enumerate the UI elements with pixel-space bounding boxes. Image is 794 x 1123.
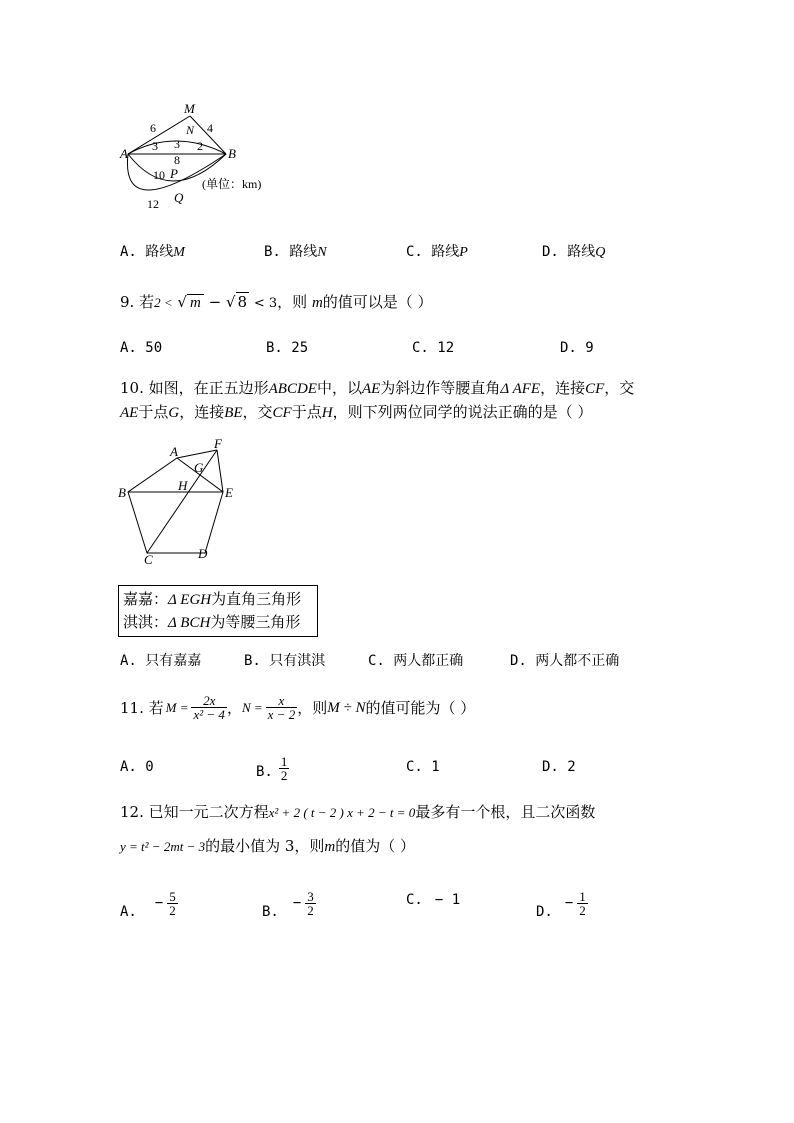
- q10-option-b[interactable]: B. 只有淇淇: [244, 653, 326, 669]
- q12-stem-line2: y = t² − 2mt − 3的最小值为 3，则m的值为（ ）: [120, 837, 416, 855]
- q8-option-d[interactable]: D. 路线Q: [542, 244, 606, 260]
- len-ab: 8: [174, 153, 180, 167]
- label-n: N: [186, 123, 195, 137]
- q10-option-d[interactable]: D. 两人都不正确: [510, 653, 620, 669]
- pt-f: F: [214, 436, 222, 451]
- q10-option-a[interactable]: A. 只有嘉嘉: [120, 653, 202, 669]
- sqrt-8: √ 8: [225, 293, 248, 311]
- len-am: 6: [150, 121, 156, 135]
- label-m: M: [184, 101, 195, 116]
- q9-option-b[interactable]: B. 25: [266, 340, 309, 356]
- len-nmid: 3: [174, 137, 180, 151]
- qi-claim: 淇淇：Δ BCH为等腰三角形: [123, 613, 301, 631]
- label-p: P: [170, 166, 178, 181]
- q8-option-a[interactable]: A. 路线M: [120, 244, 185, 260]
- q12-option-b[interactable]: B. − $\frac{3}{2}$: [262, 888, 314, 920]
- len-mb: 4: [207, 121, 213, 135]
- pt-b: B: [118, 485, 126, 500]
- q9-option-a[interactable]: A. 50: [120, 340, 163, 356]
- q11-option-c[interactable]: C. 1: [406, 759, 440, 775]
- pentagon-figure: [110, 436, 250, 566]
- routes-figure: [110, 98, 290, 213]
- label-a: A: [120, 146, 128, 161]
- pt-h: H: [178, 478, 188, 493]
- q10-stem-line2: AE于点G，连接BE，交CF于点H，则下列两位同学的说法正确的是（ ）: [120, 403, 593, 421]
- len-an: 3: [152, 139, 158, 153]
- q12-option-d[interactable]: D. − $\frac{1}{2}$: [536, 888, 586, 920]
- q11-option-b[interactable]: B. $\frac{1}{2}$: [256, 754, 288, 783]
- q8-option-b[interactable]: B. 路线N: [264, 244, 327, 260]
- pt-c: C: [144, 552, 153, 566]
- frac-m: $\frac{2x}{\text{x² − 4}}$: [193, 693, 225, 722]
- pt-e: E: [225, 485, 233, 500]
- q12-option-c[interactable]: C. − 1: [406, 892, 461, 908]
- q10-option-c[interactable]: C. 两人都正确: [368, 653, 464, 669]
- q11-stem: 11. 若 M = $\frac{2x}{\text{x² − 4}}$ ， N = $\frac{x}{x - 2}$ ，则 M ÷ N 的值可能为（ ）: [120, 693, 476, 722]
- pt-a: A: [170, 444, 178, 459]
- claims-box: [118, 585, 318, 637]
- q11-option-d[interactable]: D. 2: [542, 759, 576, 775]
- q11-option-a[interactable]: A. 0: [120, 759, 154, 775]
- jia-claim: 嘉嘉：Δ EGH为直角三角形: [123, 590, 302, 608]
- q12-option-a[interactable]: A. − $\frac{5}{2}$: [120, 888, 176, 920]
- unit-label: (单位：km): [202, 177, 262, 191]
- frac-n: $\frac{x}{x - 2}$: [267, 693, 296, 722]
- len-nb: 2: [197, 139, 203, 153]
- q12-stem-line1: 12. 已知一元二次方程x² + 2 ( t − 2 ) x + 2 − t = 0最多有一个根，且二次函数: [120, 803, 596, 821]
- pt-g: G: [194, 460, 204, 475]
- q9-option-d[interactable]: D. 9: [560, 340, 594, 356]
- len-ap: 10: [153, 168, 165, 182]
- label-b: B: [228, 146, 236, 161]
- q9-stem: 9. 若2 < √ m − √ 8 < 3，则 m的值可以是（ ）: [120, 293, 433, 311]
- q8-option-c[interactable]: C. 路线P: [406, 244, 468, 260]
- pt-d: D: [198, 546, 208, 561]
- q10-stem-line1: 10. 如图，在正五边形ABCDE中，以AE为斜边作等腰直角Δ AFE，连接CF，交: [120, 379, 635, 397]
- len-aq: 12: [147, 197, 159, 211]
- label-q: Q: [174, 190, 184, 205]
- q9-option-c[interactable]: C. 12: [412, 340, 455, 356]
- sqrt-m: √ m: [177, 293, 203, 311]
